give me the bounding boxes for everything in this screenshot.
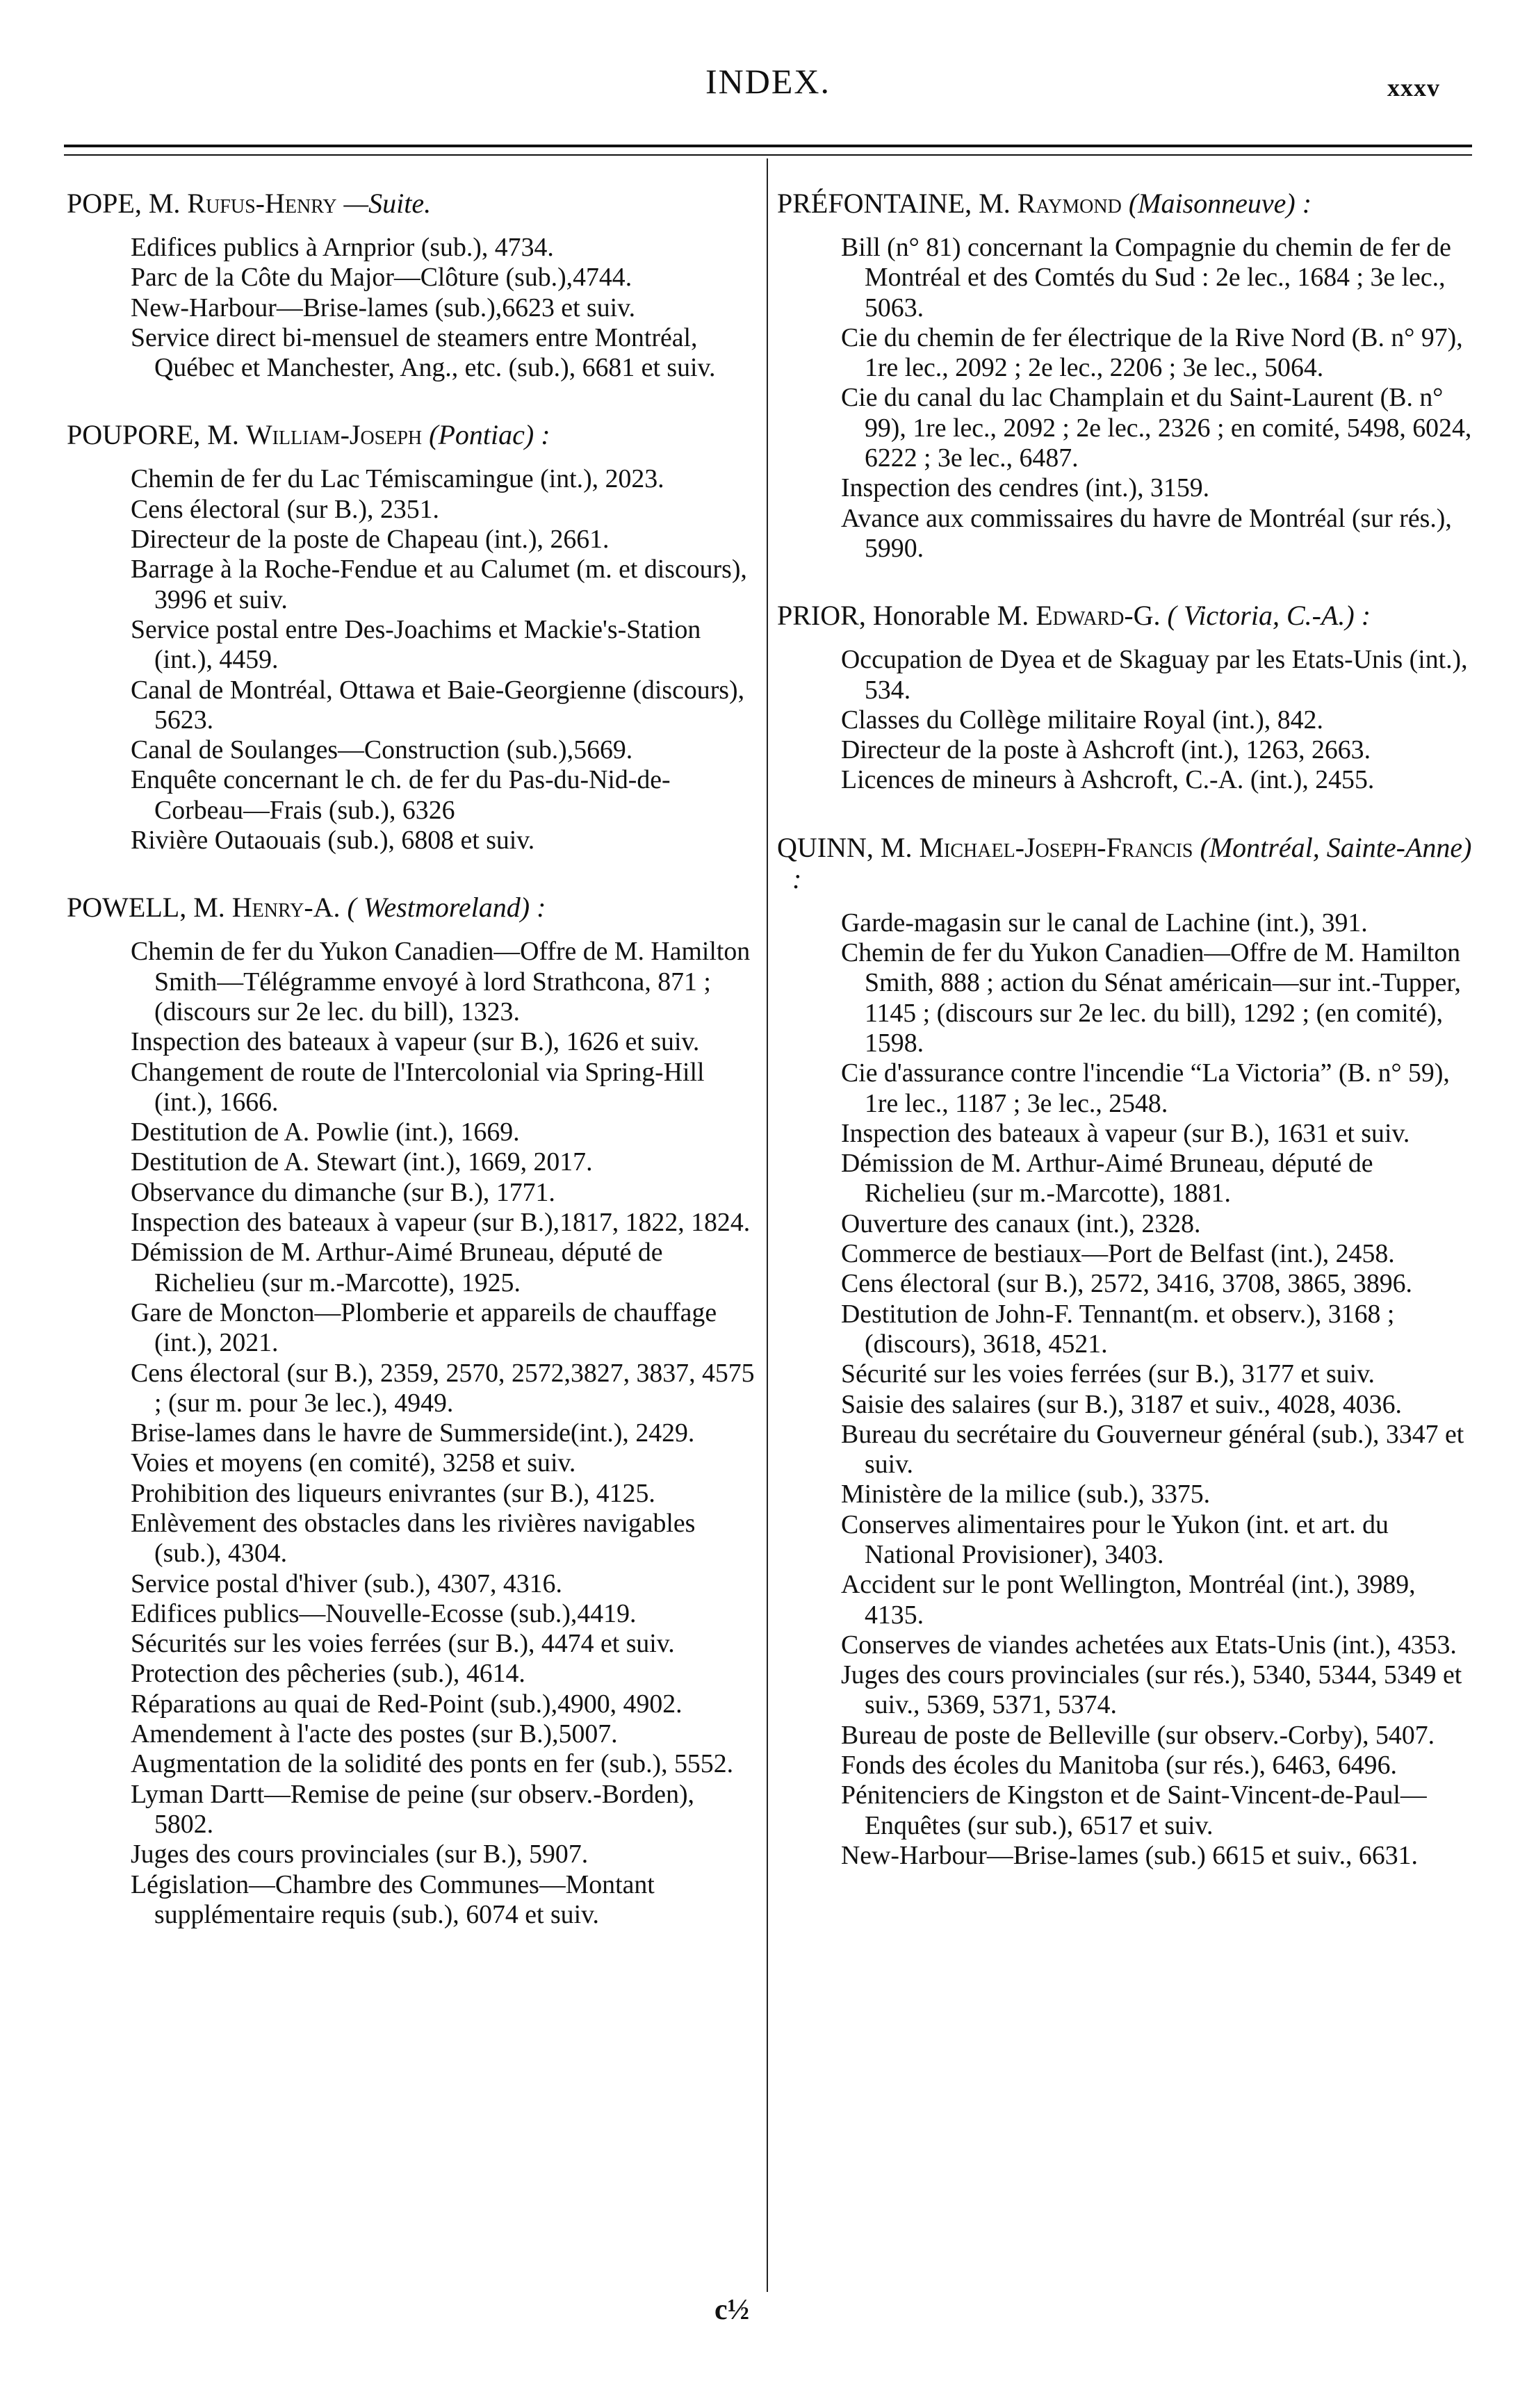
subject-list	[67, 937, 756, 1930]
member-surname: POUPORE,	[67, 419, 201, 451]
subject-item: Lyman Dartt—Remise de peine (sur observ.-Borden), 5802.	[131, 1779, 695, 1839]
member-surname: POWELL,	[67, 892, 187, 924]
subject-item: Classes du Collège militaire Royal (int.), 842.	[841, 705, 1323, 735]
member-surname: POPE,	[67, 188, 142, 219]
right-column	[777, 188, 1472, 1907]
subject-item: New-Harbour—Brise-lames (sub.) 6615 et suiv., 6631.	[841, 1840, 1418, 1870]
subject-item: Saisie des salaires (sur B.), 3187 et suiv., 4028, 4036.	[841, 1389, 1402, 1419]
left-column	[67, 188, 756, 1966]
member-given-names: Michael-Joseph-Francis	[919, 831, 1193, 863]
subject-item: Cens électoral (sur B.), 2359, 2570, 2572,3827, 3837, 4575 ; (sur m. pour 3e lec.), 4949.	[131, 1358, 755, 1418]
subject-item: Bureau de poste de Belleville (sur observ.-Corby), 5407.	[841, 1720, 1435, 1750]
header-rule-thick	[64, 145, 1472, 147]
subject-item: Voies et moyens (en comité), 3258 et suiv.	[131, 1448, 576, 1478]
subject-item: Edifices publics à Arnprior (sub.), 4734.	[131, 233, 554, 262]
subject-item: Cie du chemin de fer électrique de la Rive Nord (B. n° 97), 1re lec., 2092 ; 2e lec., 2206 ; 3e lec., 5064.	[841, 322, 1463, 383]
member-title: Honorable M.	[872, 600, 1029, 632]
member-surname: QUINN,	[777, 831, 874, 863]
subject-item: Pénitenciers de Kingston et de Saint-Vincent-de-Paul—Enquêtes (sur sub.), 6517 et suiv.	[841, 1780, 1427, 1840]
member-title: M.	[148, 188, 181, 219]
subject-item: Rivière Outaouais (sub.), 6808 et suiv.	[131, 826, 535, 855]
subject-item: Ministère de la milice (sub.), 3375.	[841, 1480, 1211, 1509]
subject-item: Chemin de fer du Yukon Canadien—Offre de M. Hamilton Smith, 888 ; action du Sénat américain—sur int.-Tupper, 1145 ; (discours sur 2e lec. du bill), 1292 ; (en comité), 1598.	[841, 938, 1461, 1058]
subject-item: Parc de la Côte du Major—Clôture (sub.),4744.	[131, 263, 632, 293]
subject-item: Démission de M. Arthur-Aimé Bruneau, député de Richelieu (sur m.-Marcotte), 1925.	[131, 1238, 663, 1297]
member-given-names: Rufus-Henry	[187, 188, 337, 219]
subject-item: Démission de M. Arthur-Aimé Bruneau, député de Richelieu (sur m.-Marcotte), 1881.	[841, 1149, 1373, 1209]
subject-item: Juges des cours provinciales (sur B.), 5907.	[131, 1840, 589, 1869]
member-given-names: Raymond	[1017, 188, 1122, 219]
subject-item: Commerce de bestiaux—Port de Belfast (int.), 2458.	[841, 1239, 1395, 1269]
subject-item: Protection des pêcheries (sub.), 4614.	[131, 1659, 525, 1689]
subject-item: Sécurité sur les voies ferrées (sur B.), 3177 et suiv.	[841, 1359, 1375, 1389]
subject-item: Ouverture des canaux (int.), 2328.	[841, 1209, 1201, 1238]
subject-item: Chemin de fer du Lac Témiscamingue (int.), 2023.	[131, 464, 664, 494]
subject-item: Accident sur le pont Wellington, Montréal (int.), 3989, 4135.	[841, 1570, 1416, 1630]
member-given-names: William-Joseph	[245, 419, 423, 451]
subject-item: Canal de Montréal, Ottawa et Baie-Georgienne (discours), 5623.	[131, 675, 745, 735]
subject-item: Avance aux commissaires du havre de Montréal (sur rés.), 5990.	[841, 503, 1452, 563]
subject-item: Enlèvement des obstacles dans les rivières navigables (sub.), 4304.	[131, 1508, 696, 1569]
subject-item: Cens électoral (sur B.), 2351.	[131, 494, 440, 524]
member-constituency: ( Westmoreland) :	[347, 892, 546, 924]
member-constituency: ( Victoria, C.-A.) :	[1167, 600, 1371, 632]
member-surname: PRÉFONTAINE,	[777, 188, 972, 219]
subject-item: Destitution de A. Stewart (int.), 1669, 2017.	[131, 1147, 593, 1177]
member-heading	[777, 188, 1472, 219]
subject-item: Conserves de viandes achetées aux Etats-Unis (int.), 4353.	[841, 1630, 1457, 1660]
subject-item: Canal de Soulanges—Construction (sub.),5669.	[131, 735, 633, 765]
member-title: M.	[979, 188, 1011, 219]
subject-item: Observance du dimanche (sur B.), 1771.	[131, 1177, 555, 1207]
subject-item: Chemin de fer du Yukon Canadien—Offre de M. Hamilton Smith—Télégramme envoyé à lord Strathcona, 871 ; (discours sur 2e lec. du bill), 1323.	[131, 937, 751, 1026]
member-title: M.	[207, 419, 239, 451]
page-number: xxxv	[1387, 74, 1440, 101]
index-entry	[777, 600, 1472, 795]
subject-item: Service postal d'hiver (sub.), 4307, 4316.	[131, 1569, 562, 1598]
subject-item: Occupation de Dyea et de Skaguay par les Etats-Unis (int.), 534.	[841, 645, 1468, 705]
subject-item: Barrage à la Roche-Fendue et au Calumet (m. et discours), 3996 et suiv.	[131, 555, 747, 614]
subject-item: Service postal entre Des-Joachims et Mackie's-Station (int.), 4459.	[131, 614, 701, 675]
member-constituency: —Suite.	[343, 188, 432, 219]
member-heading	[67, 892, 756, 923]
subject-item: Bill (n° 81) concernant la Compagnie du chemin de fer de Montréal et des Comtés du Sud : 2e lec., 1684 ; 3e lec., 5063.	[841, 233, 1451, 322]
subject-item: Inspection des bateaux à vapeur (sur B.), 1631 et suiv.	[841, 1118, 1410, 1148]
subject-list	[777, 908, 1472, 1871]
subject-item: New-Harbour—Brise-lames (sub.),6623 et suiv.	[131, 293, 636, 322]
subject-item: Conserves alimentaires pour le Yukon (int. et art. du National Provisioner), 3403.	[841, 1509, 1389, 1569]
member-given-names: Edward-G.	[1036, 600, 1161, 632]
subject-item: Changement de route de l'Intercolonial via Spring-Hill (int.), 1666.	[131, 1057, 705, 1117]
page-title: INDEX.	[705, 62, 831, 101]
subject-item: Garde-magasin sur le canal de Lachine (int.), 391.	[841, 908, 1368, 937]
subject-item: Cie d'assurance contre l'incendie “La Victoria” (B. n° 59), 1re lec., 1187 ; 3e lec., 2548.	[841, 1058, 1450, 1118]
index-entry	[67, 419, 756, 855]
column-divider	[767, 158, 768, 2292]
subject-item: Destitution de John-F. Tennant(m. et observ.), 3168 ; (discours), 3618, 4521.	[841, 1299, 1395, 1359]
member-heading	[777, 600, 1472, 631]
subject-item: Licences de mineurs à Ashcroft, C.-A. (int.), 2455.	[841, 765, 1375, 795]
subject-list	[777, 233, 1472, 564]
member-title: M.	[193, 892, 225, 924]
member-constituency: (Maisonneuve) :	[1128, 188, 1312, 219]
subject-item: Inspection des bateaux à vapeur (sur B.),1817, 1822, 1824.	[131, 1208, 751, 1238]
subject-item: Réparations au quai de Red-Point (sub.),4900, 4902.	[131, 1689, 683, 1719]
subject-item: Directeur de la poste de Chapeau (int.), 2661.	[131, 525, 610, 555]
subject-item: Edifices publics—Nouvelle-Ecosse (sub.),4419.	[131, 1598, 637, 1628]
index-entry	[777, 832, 1472, 1871]
member-given-names: Henry-A.	[231, 892, 341, 924]
subject-item: Sécurités sur les voies ferrées (sur B.), 4474 et suiv.	[131, 1629, 675, 1659]
index-entry	[67, 188, 756, 383]
member-heading	[67, 188, 756, 219]
member-constituency: (Montréal, Sainte-Anne) :	[792, 831, 1472, 894]
member-title: M.	[880, 831, 913, 863]
subject-item: Prohibition des liqueurs enivrantes (sur B.), 4125.	[131, 1478, 655, 1508]
subject-item: Législation—Chambre des Communes—Montant supplémentaire requis (sub.), 6074 et suiv.	[131, 1869, 655, 1929]
subject-item: Inspection des cendres (int.), 3159.	[841, 473, 1210, 503]
header-rule-thin	[64, 154, 1472, 156]
subject-item: Cens électoral (sur B.), 2572, 3416, 3708, 3865, 3896.	[841, 1269, 1412, 1299]
subject-item: Amendement à l'acte des postes (sur B.),5007.	[131, 1719, 618, 1749]
subject-item: Directeur de la poste à Ashcroft (int.), 1263, 2663.	[841, 735, 1371, 765]
subject-item: Cie du canal du lac Champlain et du Saint-Laurent (B. n° 99), 1re lec., 2092 ; 2e lec., 2326 ; en comité, 5498, 6024, 6222 ; 3e lec., 6487.	[841, 383, 1472, 473]
subject-item: Service direct bi-mensuel de steamers entre Montréal, Québec et Manchester, Ang., etc. (sub.), 6681 et suiv.	[131, 322, 716, 383]
index-entry	[777, 188, 1472, 564]
signature-mark: c½	[714, 2294, 750, 2326]
subject-item: Bureau du secrétaire du Gouverneur général (sub.), 3347 et suiv.	[841, 1419, 1464, 1480]
subject-item: Juges des cours provinciales (sur rés.), 5340, 5344, 5349 et suiv., 5369, 5371, 5374.	[841, 1660, 1462, 1720]
subject-item: Inspection des bateaux à vapeur (sur B.), 1626 et suiv.	[131, 1027, 700, 1057]
member-surname: PRIOR,	[777, 600, 866, 632]
subject-list	[67, 233, 756, 383]
subject-item: Augmentation de la solidité des ponts en fer (sub.), 5552.	[131, 1749, 734, 1779]
member-constituency: (Pontiac) :	[429, 419, 550, 451]
member-heading	[777, 832, 1472, 894]
member-heading	[67, 419, 756, 450]
subject-item: Brise-lames dans le havre de Summerside(int.), 2429.	[131, 1418, 695, 1448]
subject-item: Destitution de A. Powlie (int.), 1669.	[131, 1117, 520, 1147]
subject-list	[67, 464, 756, 855]
subject-item: Fonds des écoles du Manitoba (sur rés.), 6463, 6496.	[841, 1751, 1397, 1780]
subject-list	[777, 645, 1472, 795]
index-entry	[67, 892, 756, 1930]
subject-item: Enquête concernant le ch. de fer du Pas-du-Nid-de-Corbeau—Frais (sub.), 6326	[131, 765, 671, 825]
subject-item: Gare de Moncton—Plomberie et appareils de chauffage (int.), 2021.	[131, 1297, 717, 1358]
